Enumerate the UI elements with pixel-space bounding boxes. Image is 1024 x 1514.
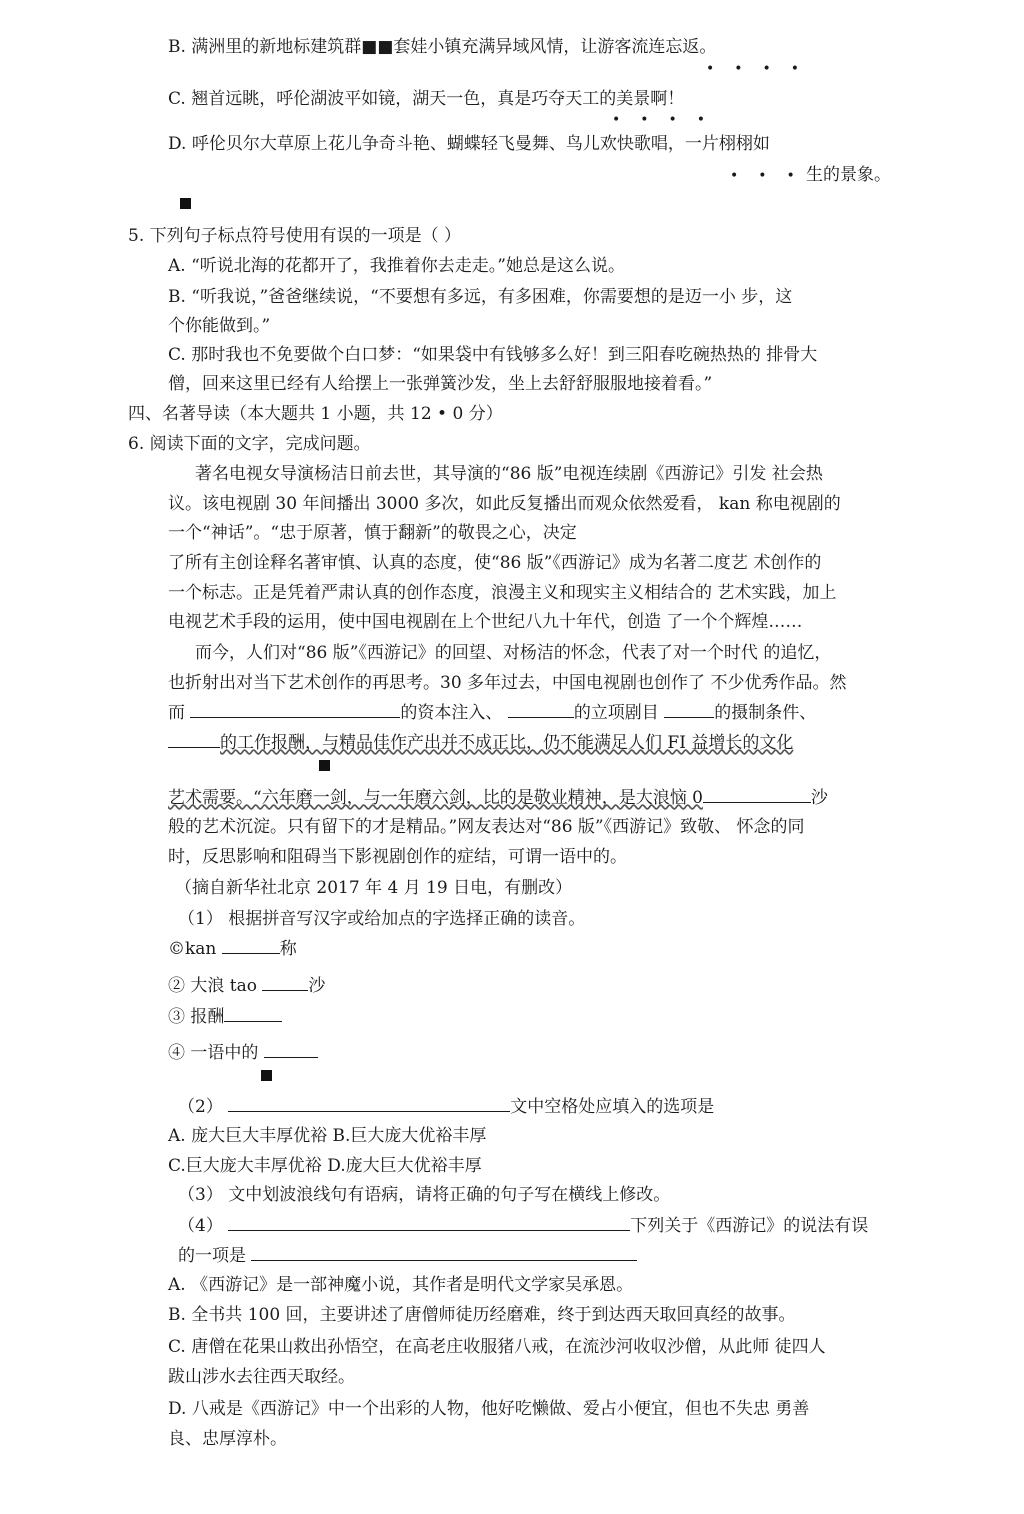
passage-line-blanks xyxy=(168,786,828,809)
text-fragment: 称 xyxy=(279,939,297,959)
emphasis-dots: •••• xyxy=(612,112,726,128)
section-heading: 四、名著导读（本大题共 1 小题，共 12 • 0 分） xyxy=(128,404,503,424)
sub4-option-a: A. 《西游记》是一部神魔小说，其作者是明代文学家吴承恩。 xyxy=(168,1275,634,1295)
wavy-underlined-sentence: 艺术需要。“六年磨一剑，与一年磨六剑，比的是敬业精神，是大浪恼 0 xyxy=(168,788,703,808)
q5-option-b: B. “听我说，”爸爸继续说，“不要想有多远，有多困难，你需要想的是迈一小 步，这 xyxy=(168,287,793,307)
text-fragment: 沙 xyxy=(810,788,828,808)
text-fragment: ©kan xyxy=(168,939,222,959)
fill-blank[interactable] xyxy=(703,786,811,803)
sub-question-3: （3） 文中划波浪线句有语病，请将正确的句子写在横线上修改。 xyxy=(178,1185,671,1205)
fill-blank[interactable] xyxy=(190,701,400,718)
answer-line[interactable] xyxy=(228,1095,510,1112)
passage-line: 著名电视女导演杨洁日前去世，其导演的“86 版”电视连续剧《西游记》引发 社会热 xyxy=(195,464,823,484)
q5-option-c-cont: 僧，回来这里已经有人给摆上一张弹簧沙发，坐上去舒舒服服地接着看。” xyxy=(168,374,713,394)
q4-option-c: C. 翘首远眺，呼伦湖波平如镜，湖天一色，真是巧夺天工的美景啊！ xyxy=(168,89,685,109)
square-mark-icon xyxy=(319,760,330,771)
fill-blank[interactable] xyxy=(264,1041,318,1058)
sub4-option-d-cont: 良、忠厚淳朴。 xyxy=(168,1429,287,1449)
passage-line: 了所有主创诠释名著审慎、认真的态度，使“86 版”《西游记》成为名著二度艺 术创作的 xyxy=(168,553,822,573)
passage-line: 电视艺术手段的运用，使中国电视剧在上个世纪八九十年代，创造 了一个个辉煌…… xyxy=(168,612,803,632)
text-fragment: ③ 报酬 xyxy=(168,1007,225,1027)
sub-question-4-cont xyxy=(178,1244,637,1267)
q5-option-a: A. “听说北海的花都开了，我推着你去走走。”她总是这么说。 xyxy=(168,256,625,276)
fill-blank[interactable] xyxy=(262,974,308,991)
sub2-options-ab: A. 庞大巨大丰厚优裕 B.巨大庞大优裕丰厚 xyxy=(168,1126,487,1146)
square-mark-icon xyxy=(261,1070,272,1081)
square-mark-icon xyxy=(180,198,191,209)
q5-option-b-cont: 个你能做到。” xyxy=(168,316,271,336)
sub-question-2 xyxy=(178,1095,714,1118)
text-fragment: 的一项是 xyxy=(178,1246,252,1266)
q4-option-d-cont: 生的景象。 xyxy=(806,165,891,185)
sub4-option-c-cont: 跋山涉水去往西天取经。 xyxy=(168,1367,355,1387)
passage-line: 而今，人们对“86 版”《西游记》的回望、对杨洁的怀念，代表了对一个时代 的追忆， xyxy=(195,643,832,663)
answer-line[interactable] xyxy=(228,1214,630,1231)
text-fragment: 的立项剧目 xyxy=(573,703,665,723)
emphasis-dots: ••• xyxy=(730,168,815,184)
text-fragment: 下列关于《西游记》的说法有误 xyxy=(630,1216,869,1236)
sub4-option-b: B. 全书共 100 回，主要讲述了唐僧师徒历经磨难，终于到达西天取回真经的故事。 xyxy=(168,1305,796,1325)
text-fragment: ② 大浪 tao xyxy=(168,976,263,996)
sub4-option-d: D. 八戒是《西游记》中一个出彩的人物，他好吃懒做、爱占小便宜，但也不失忠 勇善 xyxy=(168,1399,810,1419)
q4-option-d: D. 呼伦贝尔大草原上花儿争奇斗艳、蝴蝶轻飞曼舞、鸟儿欢快歌唱，一片栩栩如 xyxy=(168,134,770,154)
text-fragment: 的摄制条件、 xyxy=(714,703,817,723)
text-fragment: 文中空格处应填入的选项是 xyxy=(510,1097,715,1117)
q4-option-b: B. 满洲里的新地标建筑群■■套娃小镇充满异域风情，让游客流连忘返。 xyxy=(168,37,717,57)
sub2-options-cd: C.巨大庞大丰厚优裕 D.庞大巨大优裕丰厚 xyxy=(168,1156,482,1176)
passage-line: 一个“神话”。“忠于原著，慎于翻新”的敬畏之心，决定 xyxy=(168,523,577,543)
wavy-underlined-sentence: 的工作报酬，与精品佳作产出并不成正比，仍不能满足人们 FI 益增长的文化 xyxy=(220,733,794,753)
passage-line: 议。该电视剧 30 年间播出 3000 多次，如此反复播出而观众依然爱看， kan 称电视剧的 xyxy=(168,494,841,514)
sub-question-4 xyxy=(178,1214,868,1237)
fill-blank[interactable] xyxy=(222,937,280,954)
passage-line-blanks xyxy=(168,701,816,724)
sub-question-1: （1） 根据拼音写汉字或给加点的字选择正确的读音。 xyxy=(178,909,586,929)
sub4-option-c: C. 唐僧在花果山救出孙悟空，在高老庄收服猪八戒，在流沙河收収沙僧，从此师 徒四人 xyxy=(168,1337,826,1357)
source-note: （摘自新华社北京 2017 年 4 月 19 日电，有删改） xyxy=(175,878,573,898)
sub1-item-b xyxy=(168,974,325,997)
passage-line: 般的艺术沉淀。只有留下的才是精品。”网友表达对“86 版”《西游记》致敬、 怀念的同 xyxy=(168,817,805,837)
fill-blank[interactable] xyxy=(168,731,220,748)
text-fragment: 沙 xyxy=(308,976,326,996)
text-fragment: （4） xyxy=(178,1216,229,1236)
passage-line: 时，反思影响和阻碍当下影视剧创作的症结，可谓一语中的。 xyxy=(168,847,627,867)
sub1-item-a xyxy=(168,937,297,960)
passage-line: 也折射出对当下艺术创作的再思考。30 多年过去，中国电视剧也创作了 不少优秀作品。然 xyxy=(168,673,847,693)
q6-stem: 6. 阅读下面的文字，完成问题。 xyxy=(128,434,371,454)
sub1-item-d xyxy=(168,1041,318,1064)
text-fragment: 的资本注入、 xyxy=(400,703,508,723)
text-fragment: ④ 一语中的 xyxy=(168,1043,264,1063)
sub1-item-c xyxy=(168,1005,282,1028)
emphasis-dots: •••• xyxy=(706,61,820,77)
text-fragment: 而 xyxy=(168,703,191,723)
fill-blank[interactable] xyxy=(508,701,574,718)
passage-line-blanks xyxy=(168,731,793,754)
passage-line: 一个标志。正是凭着严肃认真的创作态度，浪漫主义和现实主义相结合的 艺术实践，加上 xyxy=(168,583,837,603)
q5-stem: 5. 下列句子标点符号使用有误的一项是（ ） xyxy=(128,226,462,246)
q5-option-c: C. 那时我也不免要做个白口梦：“如果袋中有钱够多么好！到三阳春吃碗热热的 排骨大 xyxy=(168,345,818,365)
fill-blank[interactable] xyxy=(224,1005,282,1022)
answer-line[interactable] xyxy=(251,1244,637,1261)
fill-blank[interactable] xyxy=(664,701,714,718)
text-fragment: （2） xyxy=(178,1097,229,1117)
